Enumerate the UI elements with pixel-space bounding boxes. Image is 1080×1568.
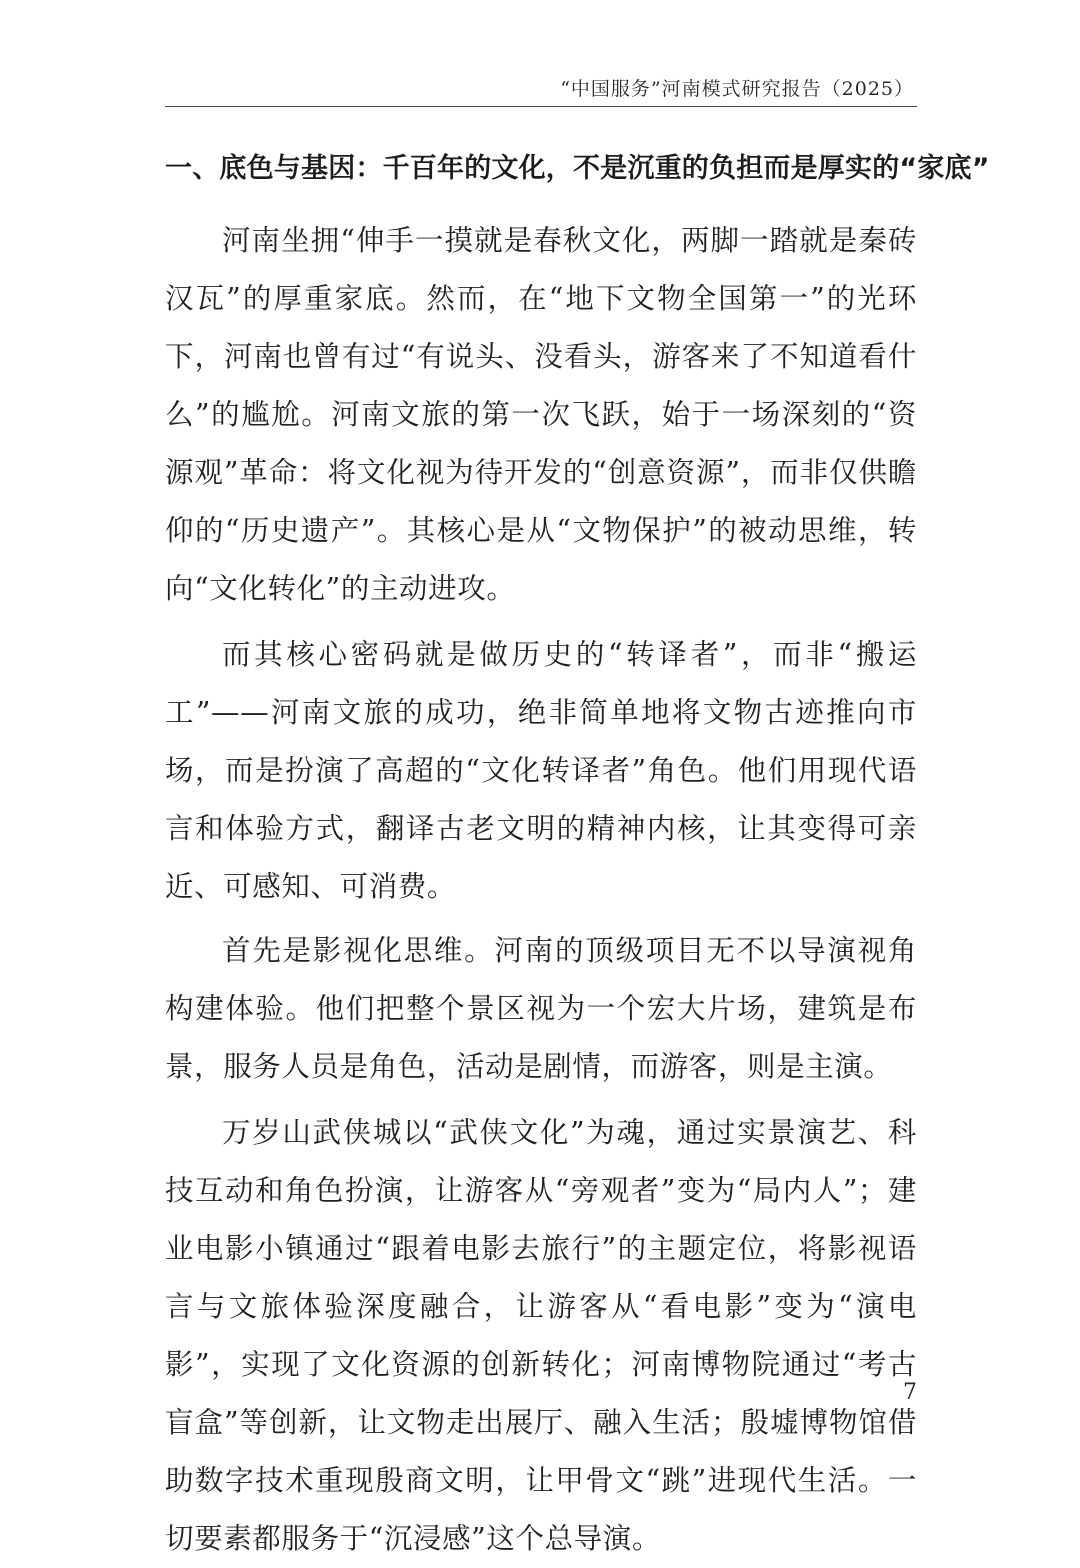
paragraph: 河南坐拥“伸手一摸就是春秋文化，两脚一踏就是秦砖汉瓦”的厚重家底。然而，在“地下文物全国第一”的光环下，河南也曾有过“有说头、没看头，游客来了不知道看什么”的尴尬。河南文旅的第一次飞跃，始于一场深刻的“资源观”革命：将文化视为待开发的“创意资源”，而非仅供瞻仰的“历史遗产”。其核心是从“文物保护”的被动思维，转向“文化转化”的主动进攻。 [165, 224, 917, 605]
paragraph: 而其核心密码就是做历史的“转译者”，而非“搬运工”——河南文旅的成功，绝非简单地将文物古迹推向市场，而是扮演了高超的“文化转译者”角色。他们用现代语言和体验方式，翻译古老文明的精神内核，让其变得可亲近、可感知、可消费。 [165, 638, 917, 903]
paragraph: 首先是影视化思维。河南的顶级项目无不以导演视角构建体验。他们把整个景区视为一个宏大片场，建筑是布景，服务人员是角色，活动是剧情，而游客，则是主演。 [165, 934, 917, 1083]
section-heading: 一、底色与基因：千百年的文化，不是沉重的负担而是厚实的“家底” [165, 153, 990, 184]
paragraph: 万岁山武侠城以“武侠文化”为魂，通过实景演艺、科技互动和角色扮演，让游客从“旁观者”变为“局内人”；建业电影小镇通过“跟着电影去旅行”的主题定位，将影视语言与文旅体验深度融合，让游客从“看电影”变为“演电影”，实现了文化资源的创新转化；河南博物院通过“考古盲盒”等创新，让文物走出展厅、融入生活；殷墟博物馆借助数字技术重现殷商文明，让甲骨文“跳”进现代生活。一切要素都服务于“沉浸感”这个总导演。 [165, 1116, 917, 1555]
body-text [165, 212, 917, 1568]
page-number: 7 [903, 1380, 917, 1405]
running-header: “中国服务”河南模式研究报告（2025） [560, 78, 914, 100]
header-rule [165, 106, 917, 107]
